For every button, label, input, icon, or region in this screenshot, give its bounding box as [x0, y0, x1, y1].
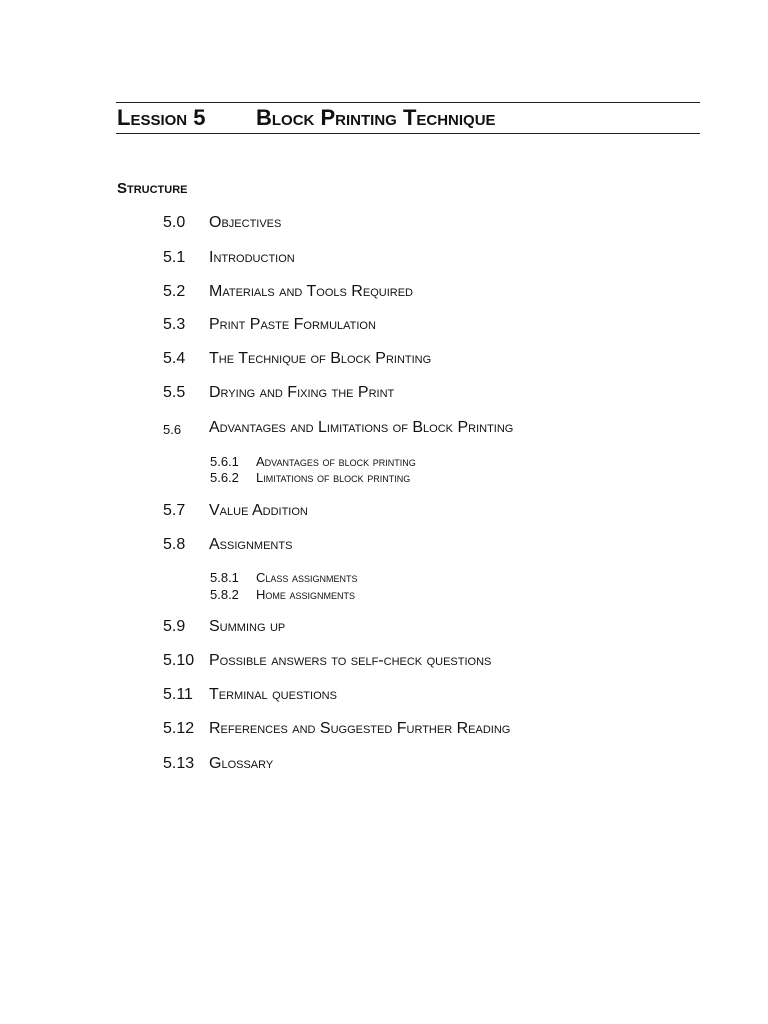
toc-item	[0, 652, 768, 674]
toc-item-number: 5.13	[163, 755, 195, 772]
toc-item-number: 5.8	[163, 536, 186, 553]
toc-item-text: Materials and Tools Required	[209, 283, 413, 300]
toc-item	[0, 316, 768, 338]
toc-item	[0, 502, 768, 524]
toc-subitem-text: Class assignments	[256, 570, 358, 585]
toc-item-number: 5.3	[163, 316, 186, 333]
toc-item-text: Terminal questions	[209, 686, 337, 703]
structure-heading: Structure	[117, 180, 188, 197]
toc-item-text: Objectives	[209, 214, 282, 231]
toc-item	[0, 686, 768, 708]
toc-item-text: Summing up	[209, 618, 286, 635]
toc-item-number: 5.11	[163, 686, 193, 703]
toc-subitem	[0, 454, 768, 471]
toc-item-number: 5.10	[163, 652, 195, 669]
toc-item	[0, 384, 768, 406]
toc-subitem	[0, 570, 768, 587]
toc-item-text: Assignments	[209, 536, 293, 553]
toc-subitem-number: 5.8.2	[210, 587, 239, 602]
toc-subitem-text: Limitations of block printing	[256, 470, 411, 485]
toc-item	[0, 419, 768, 441]
toc-item-number: 5.4	[163, 350, 186, 367]
toc-item-text: Glossary	[209, 755, 274, 772]
toc-item-text: The Technique of Block Printing	[209, 350, 432, 367]
lesson-title: Block Printing Technique	[256, 105, 496, 130]
toc-item	[0, 536, 768, 558]
toc-item-number: 5.12	[163, 720, 195, 737]
toc-item-number: 5.9	[163, 618, 186, 635]
toc-subitem-number: 5.6.2	[210, 470, 239, 485]
toc-item-text: Value Addition	[209, 502, 308, 519]
toc-item-number: 5.1	[163, 249, 186, 266]
toc-subitem	[0, 470, 768, 487]
title-rule-top	[116, 102, 700, 103]
toc-subitem	[0, 587, 768, 604]
toc-item-number: 5.7	[163, 502, 186, 519]
toc-subitem-number: 5.6.1	[210, 454, 239, 469]
toc-item-text: Possible answers to self-check questions	[209, 652, 492, 669]
toc-item-text: Print Paste Formulation	[209, 316, 376, 333]
toc-subitem-number: 5.8.1	[210, 570, 239, 585]
toc-item	[0, 283, 768, 305]
title-rule-bottom	[116, 133, 700, 134]
toc-item-number: 5.5	[163, 384, 186, 401]
toc-item-text: Introduction	[209, 249, 295, 266]
toc-subitem-text: Advantages of block printing	[256, 454, 416, 469]
toc-item	[0, 720, 768, 742]
toc-item-number: 5.0	[163, 214, 186, 231]
toc-item-number: 5.2	[163, 283, 186, 300]
toc-item	[0, 618, 768, 640]
toc-item	[0, 214, 768, 236]
toc-item	[0, 350, 768, 372]
toc-item-number: 5.6	[163, 422, 182, 437]
toc-item	[0, 755, 768, 777]
toc-item-text: Advantages and Limitations of Block Printing	[209, 419, 514, 436]
toc-subitem-text: Home assignments	[256, 587, 356, 602]
toc-item	[0, 249, 768, 271]
lesson-label: Lession 5	[117, 105, 206, 130]
toc-item-text: Drying and Fixing the Print	[209, 384, 395, 401]
toc-item-text: References and Suggested Further Reading	[209, 720, 511, 737]
